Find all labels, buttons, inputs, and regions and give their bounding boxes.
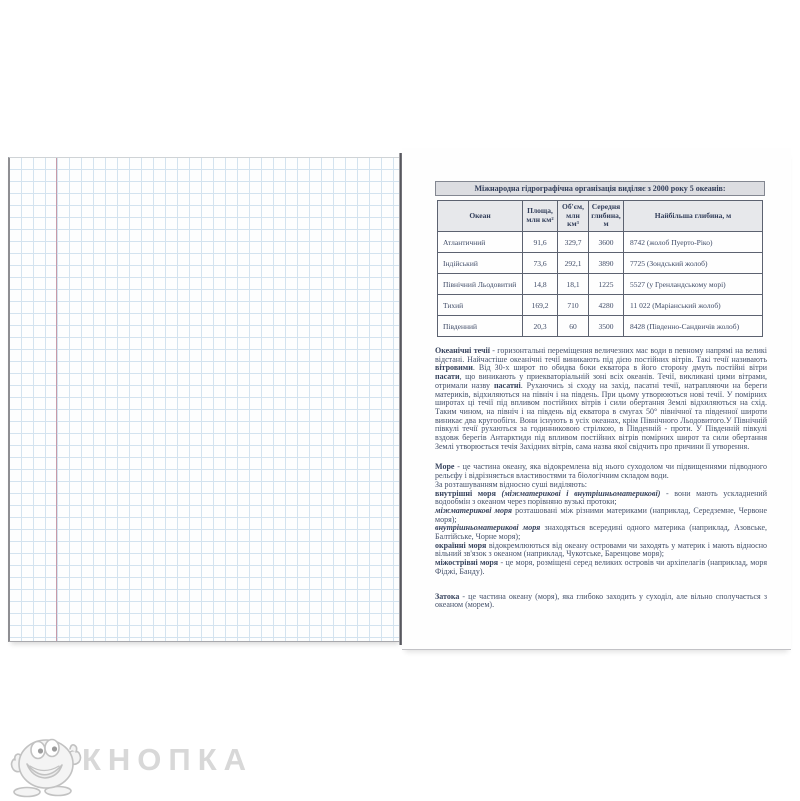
grid-page (8, 157, 402, 642)
term-intercontinental-seas: міжматерикові моря (435, 505, 513, 515)
ocean-area: 20,3 (523, 316, 558, 337)
brand-name: КНОПКА (82, 742, 254, 777)
brand-watermark (10, 731, 330, 801)
table-row (438, 295, 763, 316)
reference-text (435, 347, 767, 622)
ocean-name: Північний Льодовитий (438, 274, 523, 295)
term-ocean-currents: Океанічні течії (435, 346, 490, 355)
ocean-name: Індійський (438, 253, 523, 274)
table-row (438, 253, 763, 274)
ocean-max-depth: 5527 (у Гренландському морі) (624, 274, 763, 295)
ocean-area: 91,6 (523, 232, 558, 253)
col-header-volume: Об'єм, млн км³ (558, 201, 589, 232)
col-header-max-depth: Найбільша глибина, м (624, 201, 763, 232)
ocean-max-depth: 8742 (жолоб Пуерто-Ріко) (624, 232, 763, 253)
table-header-row (438, 201, 763, 232)
term-sea: Море (435, 462, 455, 472)
sea-type-marginal: окраїнні моря відокремлюються від океану островами чи заходять у материк і мають відносно вільний зв'язок з океаном (наприклад, Чукотське, Баренцове моря); (435, 540, 767, 559)
ocean-max-depth: 8428 (Південно-Сандвичів жолоб) (624, 316, 763, 337)
sea-type-intracontinental: внутрішньоматерикові моря знаходяться всередині одного материка (наприклад, Азовське, Балтійське, Чорне моря); (435, 523, 768, 542)
ocean-avg-depth: 1225 (589, 274, 624, 295)
sea-type-interisland: міжострівні моря - це моря, розміщені серед великих островів чи архіпелагів (наприклад, моря Фіджі, Банду). (435, 558, 767, 576)
ocean-volume: 329,7 (558, 232, 589, 253)
ocean-volume: 18,1 (558, 274, 589, 295)
ocean-avg-depth: 3890 (589, 253, 624, 274)
col-header-area: Площа, млн км² (523, 201, 558, 232)
paragraph-ocean-currents: Океанічні течії - горизонтальні переміщення величезних мас води в певному напрямі на великі відстані. Найчастіше океанічні течії виникають під дією постійних вітрів. Такі течії називають вітровими. Від 30-х широт по обидва боки екватора в його сторону дмуть постійні вітри пасати, що виникають у приекваторіальній зоні всіх океанів. Течії, викликані цими вітрами, отримали назву пасатні. Рухаючись зі сходу на захід, пасатні течії, натрапляючи на береги материків, відхиляються на північ і на південь. При цьому утворюються нові течії. У помірних широтах ці течії під впливом постійних вітрів і сили обертання Землі відхиляються на схід. Таким чином, на північ і на південь від екватора в смугах 50° північної та південної широти виникає два кругообіги. Вони існують в усіх океанах, крім Північного Льодовитого.У Північній півкулі течії рухаються за годинниковою стрілкою, в Південній - проти. У Південній півкулі вздовж берегів Антарктиди під впливом постійних вітрів помірних широт та сили обертання Землі утворюється течія Західних вітрів, сама назва якої свідчить про причини її утворення. (435, 346, 768, 451)
reference-page (402, 148, 791, 650)
col-header-avg-depth: Середня глибина, м (589, 201, 624, 232)
table-row (438, 316, 763, 337)
ocean-volume: 60 (558, 316, 589, 337)
term-inner-seas: внутрішні моря (435, 488, 496, 498)
ocean-name: Атлантичний (438, 232, 523, 253)
sea-type-inner: внутрішні моря (міжматерикові і внутрішньоматерикові) - вони мають ускладнений водообмін з океаном через порівняно вузькі протоки; (435, 488, 767, 507)
ocean-volume: 292,1 (558, 253, 589, 274)
paragraph-sea-definition: Море - це частина океану, яка відокремлена від нього суходолом чи підвищеннями підводного рельєфу і відрізняється властивостями та біологічним складом води. (435, 462, 767, 481)
ocean-area: 73,6 (523, 253, 558, 274)
ocean-name: Тихий (438, 295, 523, 316)
term-marginal-seas: окраїнні моря (435, 540, 487, 550)
ocean-avg-depth: 3600 (589, 232, 624, 253)
ocean-volume: 710 (558, 295, 589, 316)
ocean-area: 169,2 (523, 295, 558, 316)
ocean-name: Південний (438, 316, 523, 337)
ocean-max-depth: 11 022 (Маріанський жолоб) (624, 295, 763, 316)
table-title: Міжнародна гідрографічна організація виділяє з 2000 року 5 океанів: (435, 181, 765, 196)
paragraph-bay-definition: Затока - це частина океану (моря), яка глибоко заходить у суходіл, але вільно сполучається з океаном (морем). (435, 591, 767, 610)
margin-line (56, 158, 57, 641)
col-header-ocean: Океан (438, 201, 523, 232)
sea-types-intro: За розташуванням відносно суші виділяють: (435, 479, 588, 489)
ocean-area: 14,8 (523, 274, 558, 295)
ocean-max-depth: 7725 (Зондський жолоб) (624, 253, 763, 274)
term-intracontinental-seas: внутрішньоматерикові моря (435, 523, 541, 533)
table-row (438, 232, 763, 253)
ocean-avg-depth: 4280 (589, 295, 624, 316)
oceans-table (437, 200, 763, 337)
term-interisland-seas: міжострівні моря (435, 558, 499, 568)
button-mascot-icon (10, 733, 82, 799)
ocean-avg-depth: 3500 (589, 316, 624, 337)
sea-type-intercontinental: міжматерикові моря розташовані між різними материками (наприклад, Середземне, Червоне моря); (435, 505, 767, 524)
table-row (438, 274, 763, 295)
term-bay: Затока (435, 591, 460, 601)
